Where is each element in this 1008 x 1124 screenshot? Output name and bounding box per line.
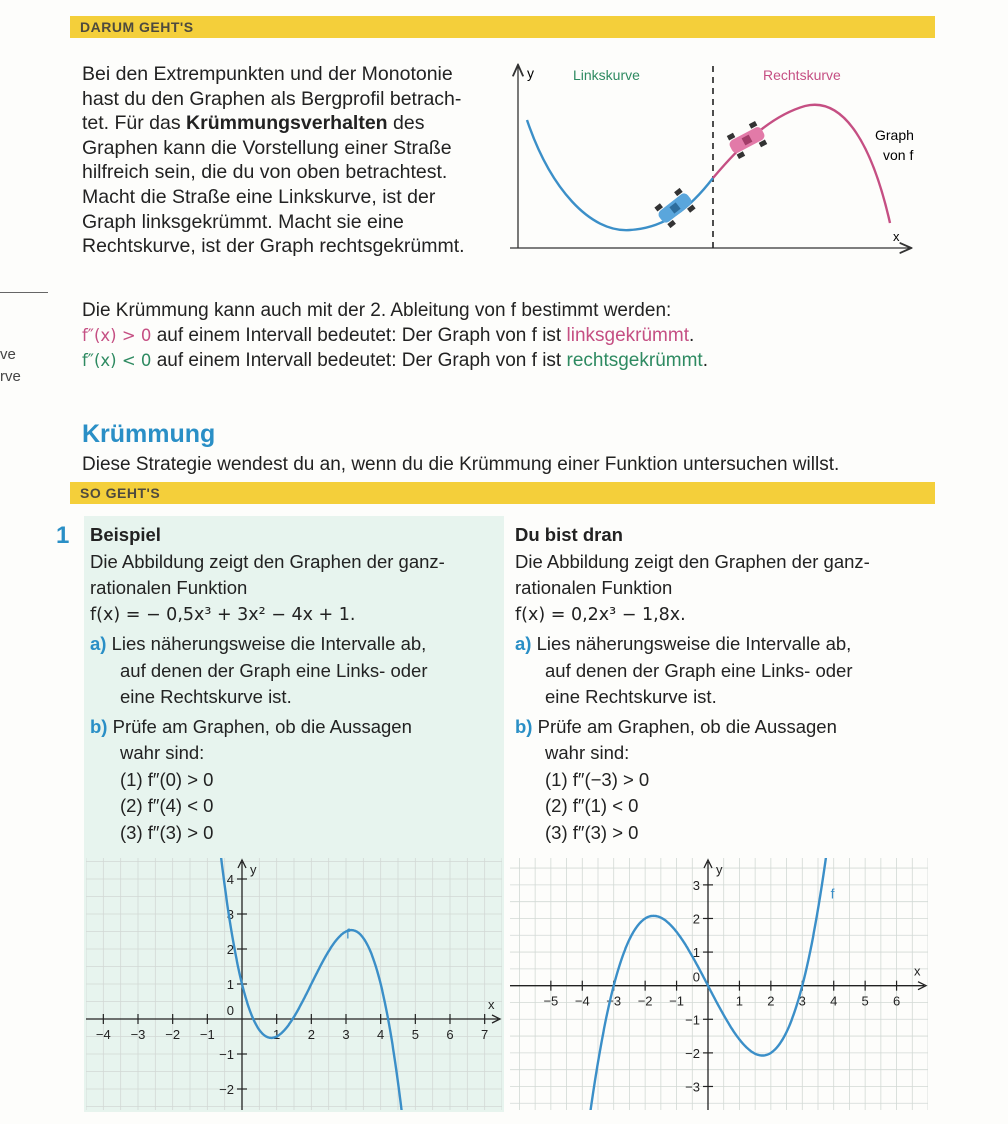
y-tick-label: 1 [692,945,700,961]
task-text: auf denen der Graph eine Links- oder [545,659,853,681]
x-tick-label: −1 [199,1027,215,1042]
intro-line: hast du den Graphen als Bergprofil betrach- [82,87,462,110]
function-term: f(x) = − 0,5x³ + 3x² − 4x + 1. [90,604,356,625]
y-tick-label: −3 [685,1079,700,1095]
intro-line: hilfreich sein, die du von oben betrachtest. [82,161,448,184]
label-rechtskurve: Rechtskurve [763,67,841,83]
derivative-intro: Die Krümmung kann auch mit der 2. Ableitung von f bestimmt werden: [82,300,672,321]
y-axis-label: y [716,862,723,877]
x-axis-label: x [914,963,921,979]
intro-paragraph [82,62,502,259]
y-tick-label: −1 [219,1047,234,1062]
statement-3: (3) f″(3) > 0 [545,821,639,843]
intro-line: Macht die Straße eine Linkskurve, ist der [82,185,436,208]
x-tick-label: −2 [637,993,653,1009]
example-graph [86,858,502,1110]
y-tick-label: −2 [219,1082,234,1097]
x-axis-label: x [488,997,495,1012]
x-tick-label: 1 [735,993,744,1009]
y-tick-label: 2 [226,942,234,957]
grid [86,858,502,1110]
curve-label: f [346,925,350,942]
x-tick-label: −5 [543,993,559,1009]
x-tick-label: −4 [95,1027,111,1042]
x-tick-label: 1 [273,1027,281,1042]
x-tick-label: −4 [574,993,590,1009]
function-term: f(x) = 0,2x³ − 1,8x. [515,604,686,625]
your-turn-heading: Du bist dran [515,524,623,545]
statement-2: (2) f″(1) < 0 [545,795,639,816]
keyword-kruemmung: Krümmungsverhalten [186,112,388,135]
x-tick-label: 5 [411,1027,419,1042]
x-tick-label: 5 [861,993,869,1009]
statement-1: (1) f″(−3) > 0 [545,768,650,790]
x-tick-label: 4 [377,1027,385,1042]
subtask-a: a) Lies näherungsweise die Intervalle ab, [90,633,427,654]
task-text: wahr sind: [545,742,630,763]
condition-left-curve: f″(x) > 0 auf einem Intervall bedeutet: Der Graph von f ist linksgekrümmt. [82,325,695,346]
statement-2: (2) f″(4) < 0 [120,795,214,816]
task-number: 1 [56,522,70,549]
so-gehts-label: SO GEHT'S [80,485,161,501]
margin-fragment: rve [0,368,21,385]
x-tick-label: 2 [767,993,775,1009]
second-derivative-block [82,298,708,373]
subtask-a: a) Lies näherungsweise die Intervalle ab, [515,633,852,654]
task-text: Die Abbildung zeigt den Graphen der ganz- [90,550,445,572]
subtask-b: b) Prüfe am Graphen, ob die Aussagen [90,715,412,737]
section-title: Krümmung [82,420,216,448]
task-text: wahr sind: [120,742,205,763]
task-text: eine Rechtskurve ist. [120,686,292,707]
statement-3: (3) f″(3) > 0 [120,821,214,843]
curve-label: f [830,885,835,902]
intro-line: Rechtskurve, ist der Graph rechtsgekrümmt. [82,235,465,258]
y-tick-label: 4 [226,872,234,887]
subtask-b: b) Prüfe am Graphen, ob die Aussagen [515,715,837,737]
task-text: Die Abbildung zeigt den Graphen der ganz- [515,550,870,572]
y-tick-label: −1 [685,1012,700,1028]
task-text: rationalen Funktion [90,577,248,598]
y-tick-label: 1 [226,977,234,992]
margin-fragment: ve [0,346,16,363]
task-text: eine Rechtskurve ist. [545,686,717,707]
x-tick-label: −1 [669,993,684,1009]
label-linkskurve: Linkskurve [573,67,640,83]
graph-label-2: von f [883,147,914,163]
x-tick-label: −3 [606,993,622,1009]
darum-gehts-label: DARUM GEHT'S [80,19,194,35]
intro-line: Bei den Extrempunkten und der Monotonie [82,63,453,85]
task-text: rationalen Funktion [515,577,673,598]
graph-label-1: Graph [875,127,914,143]
intro-line: Graph linksgekrümmt. Macht sie eine [82,210,404,233]
y-axis-label: y [250,862,257,877]
y-tick-label: 2 [692,911,700,927]
statement-1: (1) f″(0) > 0 [120,768,214,790]
x-tick-label: 3 [798,993,806,1009]
y-axis-label: y [527,65,534,81]
condition-right-curve: f″(x) < 0 auf einem Intervall bedeutet: Der Graph von f ist rechtsgekrümmt. [82,350,708,371]
your-turn-column [515,522,870,846]
example-column [90,522,445,846]
example-heading: Beispiel [90,524,161,545]
intro-line: Graphen kann die Vorstellung einer Straße [82,136,452,159]
x-tick-label: 4 [830,993,838,1009]
right-curve-segment [713,105,890,223]
task-text: auf denen der Graph eine Links- oder [120,659,428,681]
section-subtitle: Diese Strategie wendest du an, wenn du die Krümmung einer Funktion untersuchen willst. [82,454,840,475]
y-tick-label: 3 [692,877,700,893]
x-tick-label: 3 [342,1027,350,1042]
y-tick-label: 3 [226,907,234,922]
margin-rule [0,292,48,293]
origin-label: 0 [692,969,700,985]
darum-gehts-bar [70,16,935,38]
x-tick-label: −3 [130,1027,146,1042]
x-tick-label: −2 [165,1027,181,1042]
y-tick-label: −2 [685,1045,700,1061]
your-turn-graph [510,858,928,1110]
intro-line: tet. Für das Krümmungsverhalten des [82,112,425,135]
x-tick-label: 2 [307,1027,315,1042]
so-gehts-bar [70,482,935,504]
x-tick-label: 7 [481,1027,489,1042]
pink-car-icon [725,120,769,160]
x-tick-label: 6 [446,1027,454,1042]
x-tick-label: 6 [892,993,901,1009]
origin-label: 0 [226,1003,234,1018]
left-curve-segment [527,120,713,230]
road-curvature-figure [505,58,935,278]
x-axis-label: x [893,229,900,244]
